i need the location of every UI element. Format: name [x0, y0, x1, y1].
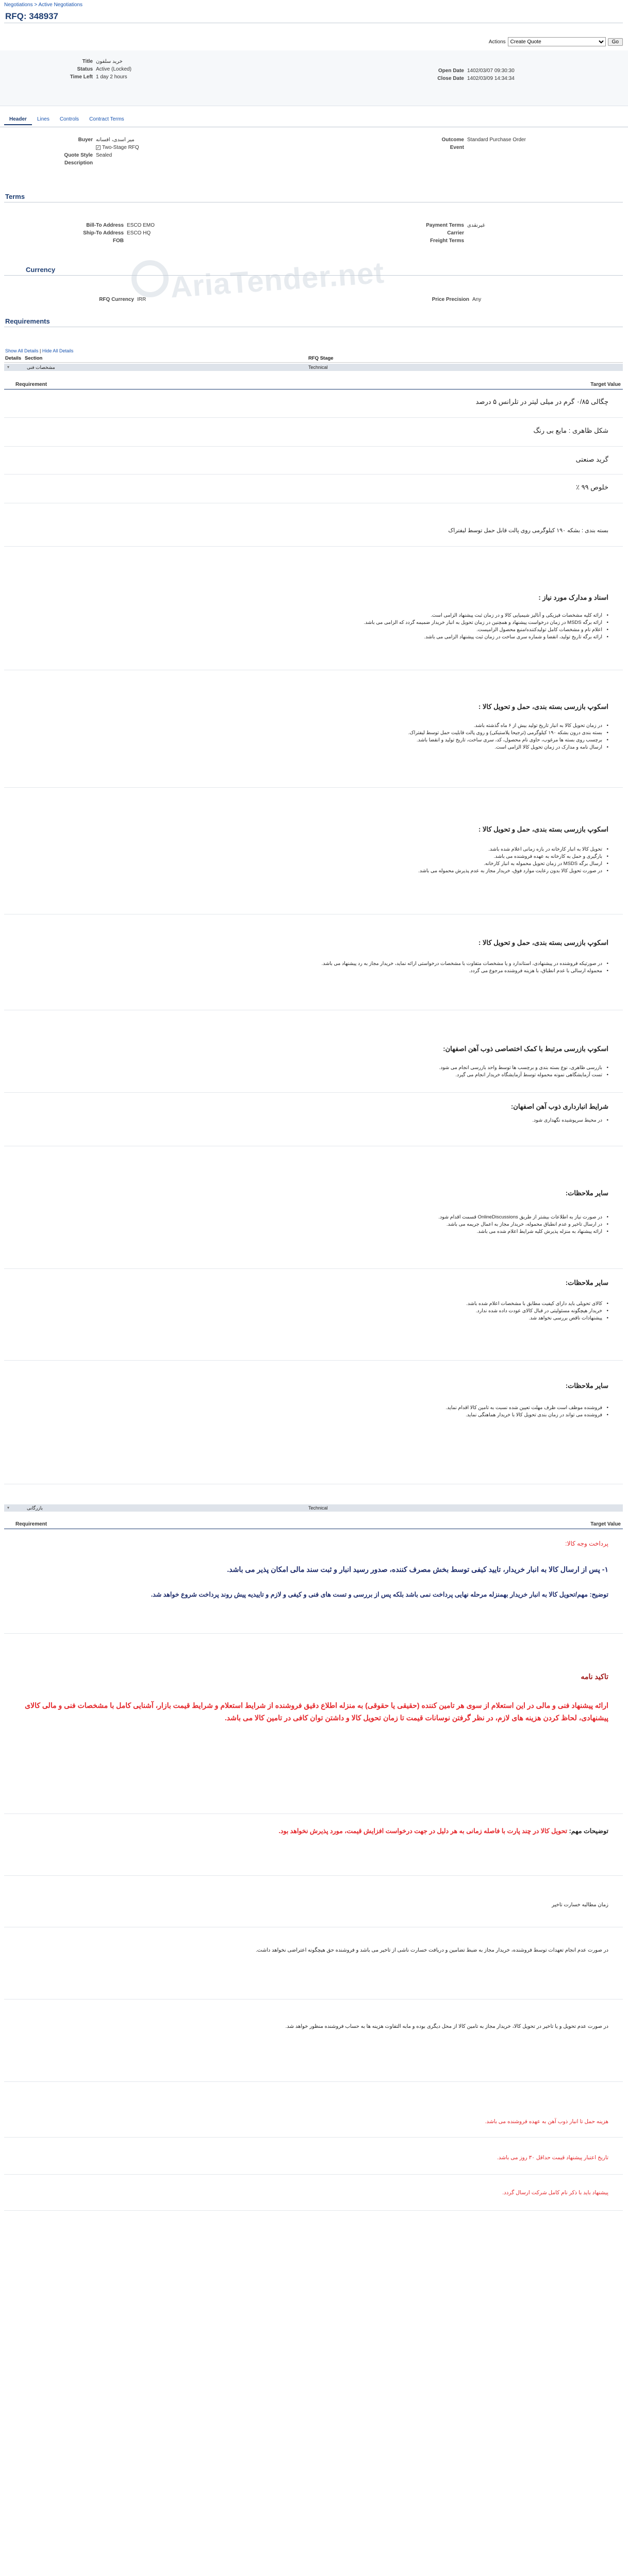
actions-label: Actions: [488, 39, 506, 45]
row-divider: [4, 2081, 623, 2082]
currency-divider: [4, 275, 623, 276]
r2-block: تاریخ اعتبار پیشنهاد قیمت حداقل ۳۰ روز می باشد.: [497, 2155, 608, 2161]
row-divider: [4, 1360, 623, 1361]
header-left: Title خرید سلفون Status Active (Locked) Time Left 1 day 2 hours: [70, 59, 131, 80]
header-right: Open Date 1402/03/07 09:30:30 Close Date 1402/03/09 14:34:34: [437, 68, 515, 81]
details-toggle: Show All Details | Hide All Details: [5, 348, 74, 353]
spec-line-2: شکل ظاهری : مایع بی رنگ: [533, 427, 608, 434]
price-precision: Price Precision Any: [432, 297, 482, 302]
steel-block: اسکوپ بازرسی مرتبط با کمک اختصاصی ذوب آهن اصفهان: • بازرسی ظاهری، نوع بسته بندی و برچسب ها توسط واحد بازرسی انجام می شود. • تست آزمایشگاهی نمونه محموله توسط آزمایشگاه خریدار انجام می گیرد.: [21, 1044, 608, 1079]
requirement-column-header: Requirement Target Value: [4, 380, 623, 389]
breadcrumb-active-negotiations[interactable]: Active Negotiations: [38, 2, 83, 8]
hide-all-details-link[interactable]: Hide All Details: [42, 348, 74, 353]
note-block: توضیحات مهم: تحویل کالا در چند پارت با فاصله زمانی به هر دلیل در جهت درخواست افزایش قیمت، مورد پذیرش نخواهد بود.: [278, 1827, 608, 1835]
general-right: Outcome Standard Purchase Order Event: [441, 137, 526, 150]
row-divider: [4, 1268, 623, 1269]
p2-block: در صورت عدم انجام تعهدات توسط فروشنده، خریدار مجاز به ضبط تضامین و دریافت خسارت ناشی از تاخیر می باشد و فروشنده حق هیچگونه اعتراضی نخواهد داشت.: [256, 1947, 608, 1953]
page-title: RFQ: 348937: [5, 11, 58, 21]
expand-icon: ▾: [7, 365, 10, 369]
pack2-block: اسکوپ بازرسی بسته بندی، حمل و تحویل کالا : • تحویل کالا به انبار کارخانه در بازه زمانی اعلام شده باشد. • بارگیری و حمل به کارخانه به عهده فروشنده می باشد. • ارسال برگه MSDS در زمان تحویل محموله به انبار کارخانه. • در صورت تحویل کالا بدون رعایت موارد فوق، خریدار مجاز به عدم پذیرش محموله می باشد.: [21, 824, 608, 875]
row-divider: [4, 546, 623, 547]
expand-icon: ▾: [7, 1505, 10, 1510]
tab-header[interactable]: Header: [4, 114, 32, 125]
packing-line: بسته بندی : بشکه ۱۹۰ کیلوگرمی روی پالت قابل حمل توسط لیفتراک: [448, 528, 608, 534]
general-left: Buyer میر اسدی، افسانه ✓ Two-Stage RFQ Quote Style Sealed Description: [64, 137, 139, 166]
docs-block: اسناد و مدارک مورد نیاز : • ارائه کلیه مشخصات فیزیکی و آنالیز شیمیایی کالا و در زمان ثبت پیشنهاد الزامی است. • ارائه برگه MSDS در زمان درخواست پیشنهاد و همچنین در زمان تحویل به انبار خریدار ضمیمه گردد که الزامی می باشد. • اعلام نام و مشخصات کامل تولیدکننده/منبع محصول الزامیست. • ارائه برگه تاریخ تولید، انقضا و شماره سری ساخت در زمان ثبت پیشنهاد الزامی می باشد.: [21, 592, 608, 641]
currency-heading: Currency: [26, 266, 56, 274]
row-divider: [4, 417, 623, 418]
other3-block: سایر ملاحظات: • فروشنده موظف است ظرف مهلت تعیین شده نسبت به تامین کالا اقدام نماید. • فروشنده می تواند در زمان بندی تحویل کالا با خریدار هماهنگی نماید.: [21, 1381, 608, 1419]
section-row-specs[interactable]: ▾ مشخصات فنی Technical: [4, 364, 623, 371]
show-all-details-link[interactable]: Show All Details: [5, 348, 39, 353]
other1-block: سایر ملاحظات: • در صورت نیاز به اطلاعات بیشتر از طریق OnlineDiscussions قسمت اقدام شود. • در ارسال تاخیر و عدم انطباق محموله، خریدار مجاز به اعمال جریمه می باشد. • ارائه پیشنهاد به منزله پذیرش کلیه شرایط اعلام شده می باشد.: [21, 1188, 608, 1235]
payment-block: پرداخت وجه کالا: ۱- پس از ارسال کالا به انبار خریدار، تایید کیفی توسط بخش مصرف کننده، صدور رسید انبار و ثبت سند مالی امکان پذیر می باشد. توضیح: مهم/تحویل کالا به انبار خریدار بهمنزله مرحله نهایی پرداخت نمی باشد بلکه پس از بررسی و تست های فنی و کیفی و لازم و تاییدیه پیش روند پرداخت شروع خواهد شد.: [151, 1540, 608, 1598]
bill-to-link[interactable]: ESCO EMO: [127, 223, 155, 228]
requirements-table-header: Details Section RFQ Stage: [4, 355, 623, 363]
row-divider: [4, 1633, 623, 1634]
p1-block: زمان مطالبه خسارت تاخیر: [552, 1902, 608, 1908]
tab-lines[interactable]: Lines: [37, 116, 49, 122]
row-divider: [4, 2137, 623, 2138]
terms-right: Payment Terms غیرنقدی Carrier Freight Terms: [426, 223, 485, 244]
row-divider: [4, 446, 623, 447]
rfq-currency: RFQ Currency IRR: [99, 297, 146, 302]
terms-heading: Terms: [5, 193, 25, 200]
watermark: AriaTender.net: [169, 256, 386, 304]
row-divider: [4, 787, 623, 788]
tab-contract-terms[interactable]: Contract Terms: [89, 116, 124, 122]
nameh-block: تاکید نامه ارائه پیشنهاد فنی و مالی در این استعلام از سوی هر تامین کننده (حقیقی یا حقوقی) به منزله اطلاع دقیق فروشنده از شرایط استعلام و شرایط قیمت بازار، آشنایی کامل با مشخصات فنی و مالی کالای پیشنهادی، لحاظ کردن هزینه های لازم، در نظر گرفتن نوسانات قیمت تا زمان تحویل کالا و داشتن توان کافی در تامین کالا می باشد.: [25, 1672, 608, 1722]
spec-line-4: خلوص ۹۹ ٪: [576, 483, 608, 491]
row-divider: [4, 2174, 623, 2175]
row-divider: [4, 1092, 623, 1093]
row-divider: [4, 2210, 623, 2211]
conditions-block: شرایط انبارداری ذوب آهن اصفهان: • در محیط سرپوشیده نگهداری شود.: [21, 1101, 608, 1124]
section-row-commercial[interactable]: ▾ بازرگانی Technical: [4, 1504, 623, 1512]
pack1-block: اسکوپ بازرسی بسته بندی، حمل و تحویل کالا : • در زمان تحویل کالا به انبار تاریخ تولید بیش از ۶ ماه گذشته باشد. • بسته بندی درون بشکه ۱۹۰ کیلوگرمی (ترجیحا پلاستیکی) و روی پالت قابلیت حمل توسط لیفتراک. • برچسب روی بسته ها مرغوب، حاوی نام محصول، کد، سری ساخت، تاریخ تولید و انقضا باشد. • ارسال نامه و مدارک در زمان تحویل کالا الزامی است.: [21, 702, 608, 751]
tab-controls[interactable]: Controls: [59, 116, 79, 122]
actions-bar: [489, 37, 623, 46]
tab-bar: [4, 114, 129, 125]
p3-block: در صورت عدم تحویل و یا تاخیر در تحویل کالا، خریدار مجاز به تامین کالا از محل دیگری بوده و مابه التفاوت هزینه ها به حساب فروشنده منظور خواهد شد.: [285, 2024, 608, 2029]
other2-block: سایر ملاحظات: • کالای تحویلی باید دارای کیفیت مطابق با مشخصات اعلام شده باشد. • خریدار هیچگونه مسئولیتی در قبال کالای عودت داده شده ندارد. • پیشنهادات ناقص بررسی نخواهد شد.: [21, 1278, 608, 1322]
row-divider: [4, 1875, 623, 1876]
actions-select[interactable]: [508, 37, 606, 46]
breadcrumb-sep: >: [34, 2, 38, 8]
watermark-logo-icon: [131, 260, 169, 297]
two-stage-checkbox-icon: ✓: [96, 145, 100, 150]
r1-block: هزینه حمل تا انبار ذوب آهن به عهده فروشنده می باشد.: [485, 2119, 608, 2125]
spec-line-1: چگالی ۰/۸۵ گرم در میلی لیتر در تلرانس ۵ درصد: [475, 398, 608, 405]
terms-left: Bill-To Address ESCO EMO Ship-To Address ESCO HQ FOB: [83, 223, 155, 244]
requirements-heading: Requirements: [5, 317, 50, 325]
spec-line-3: گرید صنعتی: [575, 455, 608, 463]
pack3-block: اسکوپ بازرسی بسته بندی، حمل و تحویل کالا : • در صورتیکه فروشنده در پیشنهادی، استاندارد و یا مشخصات متفاوت با مشخصات درخواستی ارائه نماید، خریدار مجاز به رد پیشنهاد می باشد. • محموله ارسالی با عدم انطباق، با هزینه فروشنده مرجوع می گردد.: [21, 938, 608, 975]
go-button[interactable]: Go: [608, 38, 623, 46]
r3-block: پیشنهاد باید با ذکر نام کامل شرکت ارسال گردد.: [502, 2190, 608, 2196]
breadcrumb: [4, 2, 82, 8]
ship-to-link[interactable]: ESCO HQ: [127, 230, 151, 236]
requirement-column-header-2: Requirement Target Value: [4, 1520, 623, 1529]
breadcrumb-negotiations[interactable]: Negotiations: [4, 2, 33, 8]
